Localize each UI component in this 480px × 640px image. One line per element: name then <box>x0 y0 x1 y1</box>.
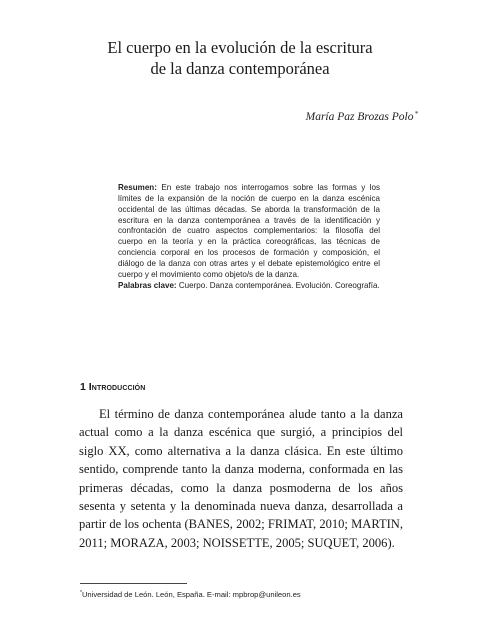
keywords-text: Cuerpo. Danza contemporánea. Evolución. Coreografía. <box>178 280 380 290</box>
abstract-text: En este trabajo nos interrogamos sobre las formas y los límites de la expansión de la noción de cuerpo en la danza escénica occidental de las últimas décadas. Se aborda la transformación de la escritura en la danza contemporánea a través de la identificación y confrontación de cuatro aspectos complementarios: la filosofía del cuerpo en la teoría y en la práctica coreográficas, las técnicas de conciencia corporal en los procesos de formación y composición, el diálogo de la danza con otras artes y el debate epistemológico entre el cuerpo y el movimiento como objeto/s de la danza. <box>118 183 380 279</box>
abstract-paragraph <box>118 183 380 281</box>
footnote <box>80 590 301 599</box>
paper-title-line-1: El cuerpo en la evolución de la escritura <box>107 38 373 57</box>
author-footnote-mark: * <box>414 110 418 118</box>
author-name: María Paz Brozas Polo <box>305 111 414 123</box>
footnote-text: Universidad de León. León, España. E-mail: mpbrop@unileon.es <box>81 590 301 599</box>
paper-title-line-2: de la danza contemporánea <box>150 59 330 78</box>
section-title: Introducción <box>88 381 146 393</box>
footnote-divider <box>80 583 187 584</box>
abstract-label: Resumen: <box>118 183 157 192</box>
abstract-block <box>118 183 380 291</box>
keywords-paragraph <box>118 281 380 292</box>
footnote-mark: * <box>80 590 82 596</box>
keywords-label: Palabras clave: <box>118 280 177 290</box>
author-line <box>306 110 418 123</box>
paper-title <box>40 37 440 79</box>
body-paragraph: El término de danza contemporánea alude tanto a la danza actual como a la danza escénica que surgió, a principios del siglo XX, como alternativa a la danza clásica. En este último sentido, comprende tanto la danza moderna, conformada en las primeras décadas, como la danza posmoderna de los años sesenta y setenta y la denominada nueva danza, desarrollada a partir de los ochenta (BANES, 2002; FRIMAT, 2010; MARTIN, 2011; MORAZA, 2003; NOISSETTE, 2005; SUQUET, 2006). <box>79 407 403 550</box>
section-heading <box>80 381 145 393</box>
section-number: 1 <box>80 381 86 393</box>
body-text <box>79 405 403 552</box>
